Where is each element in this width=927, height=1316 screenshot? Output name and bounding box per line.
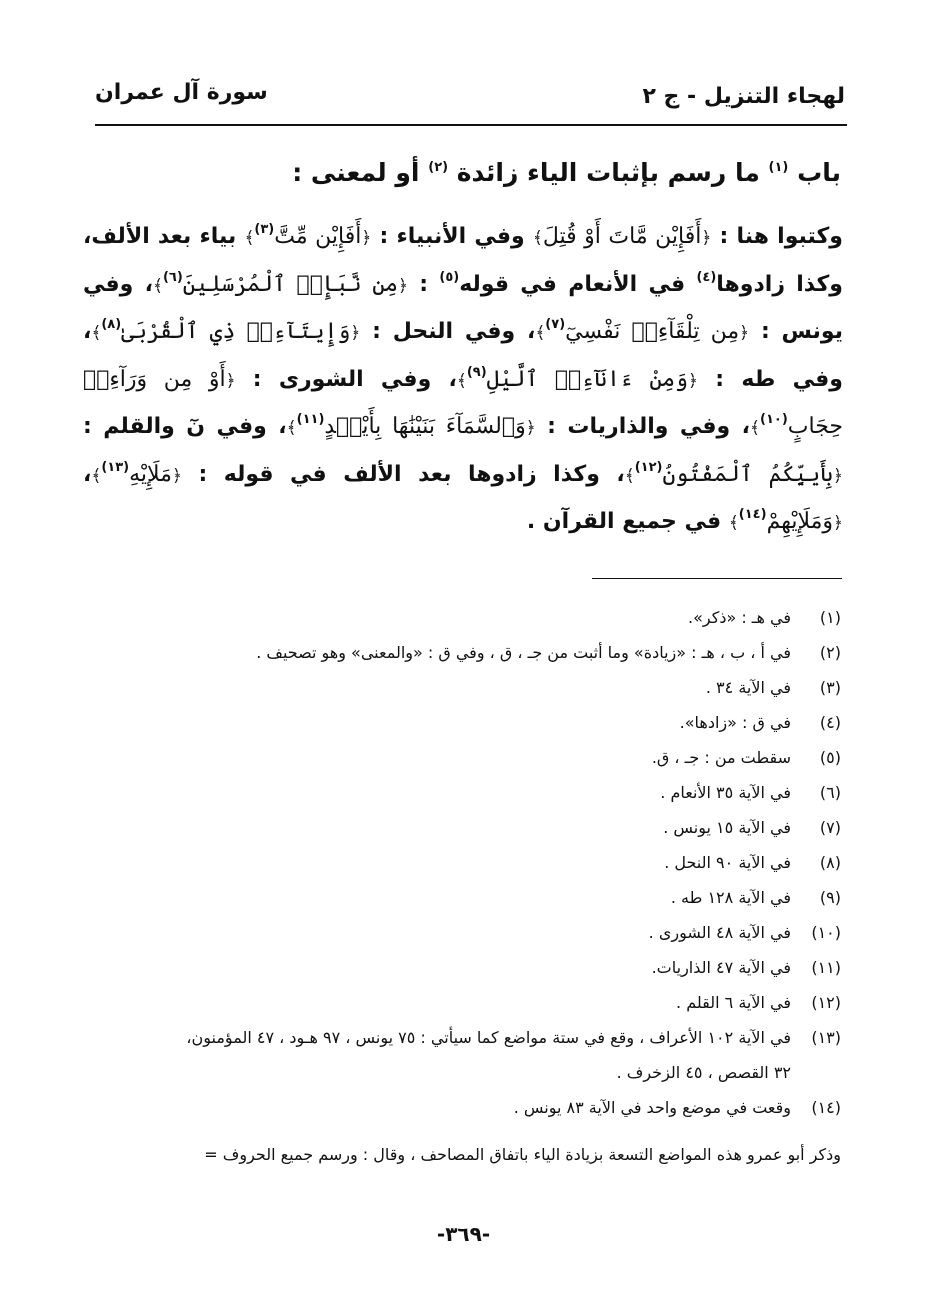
body-text: ، وفي طه : [83,319,843,392]
footnote-text: سقطت من : جـ ، ق. [651,748,791,767]
body-text: ، وكذا زادوها بعد الألف في قوله : [198,461,625,487]
footnote-number: (٥) [819,748,841,767]
footnote-ref: (١١) [296,412,325,427]
footnote-ref: (٥) [439,269,460,285]
ornate-bracket-close-icon: ﴾ [456,370,467,391]
footnote-text: في الآية ٦ القلم . [676,993,791,1012]
quran-quote: مِن تِلْقَآءِي۟ نَفْسِيٓ [565,319,740,344]
footnote-number: (١٠) [811,923,841,942]
main-paragraph [83,214,843,547]
footnote-text: في الآية ٩٠ النحل . [664,853,791,872]
quran-quote: وَمَلَإِيْهِمْ [766,509,834,534]
body-text: ، وفي الشورى : [252,366,457,392]
ornate-bracket-close-icon: ﴾ [91,323,102,343]
footnote-number: (٣) [819,678,841,697]
footnote-divider [592,578,842,579]
footnote-ref: (١٤) [738,507,767,522]
body-text: في الأنعام في قوله [459,271,686,297]
footnote-item [81,1020,841,1090]
footnote-item [81,845,841,880]
ornate-bracket-open-icon: ﴿ [833,513,843,533]
running-header-surah: سورة آل عمران [95,80,268,105]
body-text: ، وفي والذاريات : [547,414,751,439]
footnote-item [81,670,841,705]
footnote-ref: (٨) [101,317,122,332]
ornate-bracket-close-icon: ﴾ [244,228,255,248]
footnote-number: (١٢) [811,993,841,1012]
ornate-bracket-open-icon: ﴿ [398,275,408,296]
body-text: ، وفي النحل : [372,319,536,344]
footnote-item [81,775,841,810]
quran-quote: وَإِيتَآءِي۟ ذِي ٱلْقُرْبَىٰ [121,319,351,344]
footnote-item [81,635,841,670]
ornate-bracket-close-icon: ﴾ [152,275,163,296]
footnote-number: (١٣) [811,1028,841,1047]
footnote-item [81,705,841,740]
footnote-ref: (٢) [428,160,449,175]
running-header-book-title: لهجاء التنزيل - ج ٢ [642,84,845,109]
footnote-ref: (١٣) [101,459,130,475]
body-text: في جميع القرآن . [526,509,722,534]
ornate-bracket-open-icon: ﴿ [361,228,372,248]
ornate-bracket-close-icon: ﴾ [286,418,297,438]
continuation-note: وذكر أبو عمرو هذه المواضع التسعة بزيادة الياء باتفاق المصاحف ، وقال : ورسم جميع الحروف = [204,1145,841,1164]
footnote-number: (١١) [811,958,841,977]
footnote-item [81,1090,841,1125]
quran-quote: بِأَييِّكُمُ ٱلْمَفْتُونُ [662,461,834,487]
body-text: ، [83,461,92,487]
quran-quote: أَوْ مِن وَرَآءِي۟ حِجَابٍ [83,366,843,439]
footnote-ref: (٣) [254,222,275,237]
footnote-item [81,810,841,845]
ornate-bracket-open-icon: ﴿ [171,465,182,486]
footnote-ref: (٩) [466,364,487,380]
ornate-bracket-close-icon: ﴾ [91,465,102,486]
footnote-ref: (١٢) [634,459,663,475]
quran-quote: أَفَإِيْن مَّاتَ أَوْ قُتِلَ [542,224,702,249]
footnote-number: (٩) [819,888,841,907]
page-number: -٣٦٩- [436,1222,491,1246]
header-divider [95,124,847,126]
footnote-number: (٨) [819,853,841,872]
ornate-bracket-open-icon: ﴿ [833,465,843,486]
footnote-item [81,600,841,635]
footnote-text: في الآية ٤٨ الشورى . [648,923,791,942]
footnote-text: في الآية ٣٥ الأنعام . [660,783,791,802]
footnote-text: في الآية ٣٤ . [705,678,791,697]
ornate-bracket-open-icon: ﴿ [225,370,236,391]
footnote-text: في ق : «زادها». [679,713,791,732]
quran-quote: وَمِنْ ءَانَآءِي۟ ٱلَّيْلِ [486,366,689,392]
footnote-text: وقعت في موضع واحد في الآية ٨٣ يونس . [513,1098,791,1117]
footnote-text: في الآية ١٢٨ طه . [670,888,791,907]
footnote-ref: (٧) [545,317,566,332]
footnote-item [81,985,841,1020]
footnote-ref: (١) [768,160,789,175]
footnote-text-continued: ٣٢ القصص ، ٤٥ الزخرف . [616,1063,791,1082]
chapter-heading [292,158,841,187]
footnote-text: في هـ : «ذكر». [688,608,791,627]
quran-quote: مَلَإِيْهِ [129,461,172,487]
footnote-item [81,740,841,775]
ornate-bracket-close-icon: ﴾ [750,418,760,438]
footnote-text: في أ ، ب ، هـ : «زيادة» وما أثبت من جـ ، ق ، وفي ق : «والمعنى» وهو تصحيف . [256,643,791,662]
body-text: بياء بعد الألف، وكذا زادوها [83,224,843,297]
footnote-item [81,950,841,985]
footnote-number: (٢) [819,643,841,662]
footnote-ref: (٦) [162,269,183,285]
footnote-number: (٤) [819,713,841,732]
ornate-bracket-open-icon: ﴿ [739,323,750,343]
footnote-number: (٦) [819,783,841,802]
footnote-text: في الآية ٤٧ الذاريات. [651,958,791,977]
ornate-bracket-close-icon: ﴾ [728,513,739,533]
footnote-item [81,915,841,950]
footnote-ref: (٤) [696,269,717,285]
ornate-bracket-close-icon: ﴾ [624,465,635,486]
quran-quote: أَفَإِيْن مِّتَّ [274,224,362,249]
footnote-ref: (١٠) [760,412,788,427]
chapter-heading-text: ما رسم بإثبات الياء زائدة [456,158,760,187]
ornate-bracket-open-icon: ﴿ [701,228,712,248]
footnote-number: (٧) [819,818,841,837]
footnote-number: (١٤) [811,1098,841,1117]
quran-quote: مِن نَّبَإِي۟ ٱلْمُرْسَلِينَ [182,271,399,297]
chapter-heading-text: أو لمعنى : [292,158,420,187]
footnote-text: في الآية ١٠٢ الأعراف ، وقع في ستة مواضع كما سيأتي : ٧٥ يونس ، ٩٧ هـود ، ٤٧ المؤمنون، [186,1028,791,1047]
ornate-bracket-open-icon: ﴿ [350,323,361,343]
ornate-bracket-close-icon: ﴾ [535,323,546,343]
body-text: ، وفي نٓ والقلم : [83,414,287,439]
footnote-text: في الآية ١٥ يونس . [663,818,791,837]
quran-quote: وَٱلسَّمَآءَ بَنَيْنَٰهَا بِأَيْي۟دٍ [324,414,526,439]
footnote-number: (١) [819,608,841,627]
ornate-bracket-close-icon: ﴾ [532,228,543,248]
footnote-item [81,880,841,915]
body-text: وكتبوا هنا : [719,224,843,249]
ornate-bracket-open-icon: ﴿ [525,418,536,438]
body-text: ، وفي يونس : [83,271,843,344]
ornate-bracket-open-icon: ﴿ [688,370,699,391]
chapter-bab: باب [797,158,841,187]
body-text: : [419,271,429,297]
footnotes-list [81,600,841,1125]
body-text: وفي الأنبياء : [379,224,525,249]
